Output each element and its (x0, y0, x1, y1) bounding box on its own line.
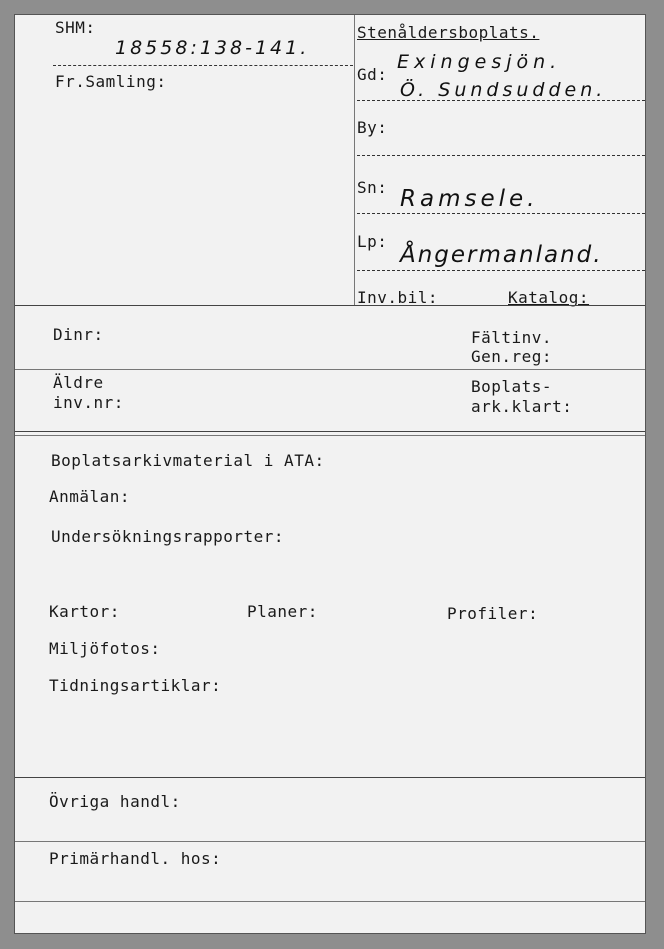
index-card (14, 14, 646, 934)
faltinv-label: Fältinv. (471, 328, 553, 347)
primar-label: Primärhandl. hos: (49, 849, 222, 868)
gd-label: Gd: (357, 65, 388, 84)
rule-inventory-double (15, 435, 645, 436)
shm-number: 18558:138-141. (115, 37, 310, 59)
anmalan-label: Anmälan: (49, 487, 131, 506)
rule-dinr (15, 369, 645, 370)
rule-bottom (15, 901, 645, 902)
aldre-label: Äldre (53, 373, 104, 392)
undersokning-label: Undersökningsrapporter: (51, 527, 285, 546)
planer-label: Planer: (247, 602, 318, 621)
ovriga-label: Övriga handl: (49, 792, 181, 811)
lp-underline (357, 270, 645, 271)
gd-value-line1: Exingesjön. (397, 51, 562, 73)
rule-inventory (15, 431, 645, 432)
shm-underline (53, 65, 353, 66)
invbil-label: Inv.bil: (357, 288, 439, 307)
sn-label: Sn: (357, 178, 388, 197)
card-title: Stenåldersboplats. (357, 23, 540, 42)
lp-value: Ångermanland. (400, 242, 603, 268)
by-underline (357, 155, 645, 156)
gd-value-line2: Ö. Sundsudden. (400, 79, 607, 101)
miljofotos-label: Miljöfotos: (49, 639, 161, 658)
rule-ovriga (15, 841, 645, 842)
sn-value: Ramsele. (400, 186, 539, 212)
genreg-label: Gen.reg: (471, 347, 553, 366)
shm-label: SHM: (55, 18, 96, 37)
arkklart-label: ark.klart: (471, 397, 573, 416)
sn-underline (357, 213, 645, 214)
boplats-label: Boplats- (471, 377, 553, 396)
kartor-label: Kartor: (49, 602, 120, 621)
by-label: By: (357, 118, 388, 137)
profiler-label: Profiler: (447, 604, 539, 623)
dinr-label: Dinr: (53, 325, 104, 344)
archive-heading: Boplatsarkivmaterial i ATA: (51, 451, 325, 470)
invnr-label: inv.nr: (53, 393, 124, 412)
katalog-label: Katalog: (508, 288, 590, 307)
lp-label: Lp: (357, 232, 388, 251)
fr-samling-label: Fr.Samling: (55, 72, 167, 91)
rule-archive (15, 777, 645, 778)
gd-underline (357, 100, 645, 101)
rule-top-section (15, 305, 645, 306)
column-divider (354, 15, 355, 305)
tidningsartiklar-label: Tidningsartiklar: (49, 676, 222, 695)
